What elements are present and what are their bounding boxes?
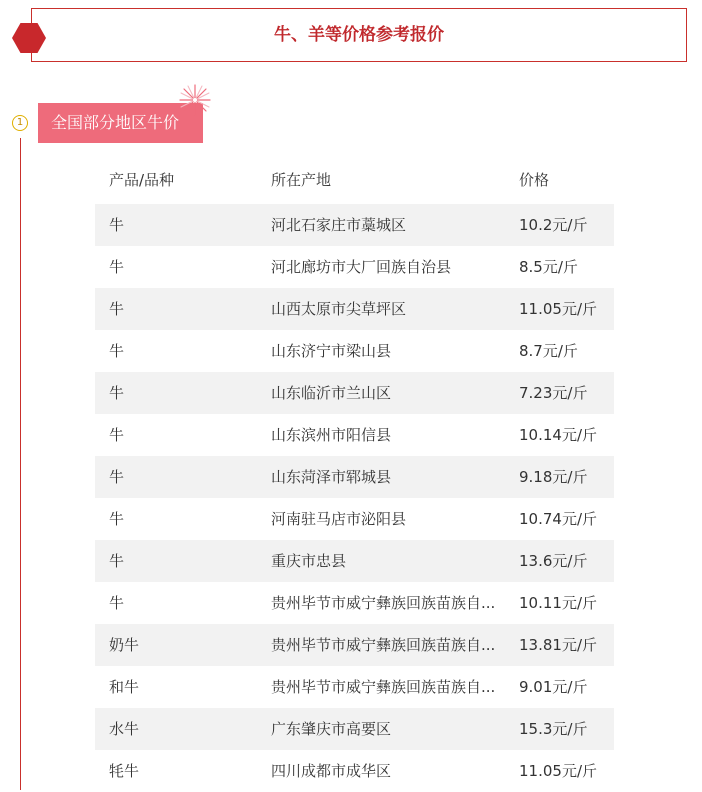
table-row — [95, 582, 614, 624]
cell-price: 11.05元/斤 — [519, 762, 597, 780]
firework-icon — [177, 82, 213, 118]
cell-origin: 贵州毕节市威宁彝族回族苗族自... — [271, 678, 496, 696]
cell-product: 奶牛 — [109, 636, 140, 654]
table-row — [95, 288, 614, 330]
cell-origin: 河南驻马店市泌阳县 — [271, 510, 407, 528]
cell-product: 牛 — [109, 300, 125, 318]
cell-origin: 河北石家庄市藁城区 — [271, 216, 407, 234]
column-header-product: 产品/品种 — [109, 171, 175, 189]
cell-origin: 重庆市忠县 — [271, 552, 347, 570]
cell-origin: 山东临沂市兰山区 — [271, 384, 392, 402]
price-table — [95, 160, 614, 792]
cell-product: 牛 — [109, 510, 125, 528]
column-header-origin: 所在产地 — [271, 171, 332, 189]
cell-origin: 山东菏泽市郓城县 — [271, 468, 392, 486]
table-header-row — [95, 160, 614, 204]
cell-price: 11.05元/斤 — [519, 300, 597, 318]
table-row — [95, 624, 614, 666]
cell-price: 10.2元/斤 — [519, 216, 588, 234]
cell-origin: 山东滨州市阳信县 — [271, 426, 392, 444]
step-number-badge: 1 — [12, 115, 28, 131]
cell-price: 10.14元/斤 — [519, 426, 597, 444]
cell-origin: 贵州毕节市威宁彝族回族苗族自... — [271, 636, 496, 654]
cell-price: 10.11元/斤 — [519, 594, 597, 612]
cell-product: 牛 — [109, 468, 125, 486]
title-box — [31, 8, 687, 62]
cell-origin: 四川成都市成华区 — [271, 762, 392, 780]
cell-price: 8.7元/斤 — [519, 342, 578, 360]
table-row — [95, 372, 614, 414]
table-row — [95, 246, 614, 288]
table-row — [95, 540, 614, 582]
column-header-price: 价格 — [519, 171, 550, 189]
cell-product: 牛 — [109, 384, 125, 402]
cell-price: 9.18元/斤 — [519, 468, 588, 486]
page-title: 牛、羊等价格参考报价 — [274, 25, 444, 45]
table-row — [95, 666, 614, 708]
cell-price: 8.5元/斤 — [519, 258, 578, 276]
table-row — [95, 456, 614, 498]
cell-product: 和牛 — [109, 678, 140, 696]
cell-price: 7.23元/斤 — [519, 384, 588, 402]
cell-origin: 河北廊坊市大厂回族自治县 — [271, 258, 452, 276]
cell-product: 牛 — [109, 426, 125, 444]
table-row — [95, 330, 614, 372]
cell-origin: 山东济宁市梁山县 — [271, 342, 392, 360]
table-row — [95, 414, 614, 456]
cell-product: 水牛 — [109, 720, 140, 738]
table-row — [95, 750, 614, 792]
cell-origin: 广东肇庆市高要区 — [271, 720, 392, 738]
cell-product: 牛 — [109, 258, 125, 276]
cell-product: 牛 — [109, 552, 125, 570]
cell-product: 牛 — [109, 342, 125, 360]
cell-price: 10.74元/斤 — [519, 510, 597, 528]
cell-price: 15.3元/斤 — [519, 720, 588, 738]
cell-product: 牛 — [109, 594, 125, 612]
table-row — [95, 498, 614, 540]
timeline-line — [20, 138, 21, 790]
table-row — [95, 204, 614, 246]
cell-price: 13.81元/斤 — [519, 636, 597, 654]
cell-price: 9.01元/斤 — [519, 678, 588, 696]
cell-product: 牛 — [109, 216, 125, 234]
cell-origin: 贵州毕节市威宁彝族回族苗族自... — [271, 594, 496, 612]
cell-product: 牦牛 — [109, 762, 140, 780]
cell-price: 13.6元/斤 — [519, 552, 588, 570]
section-heading: 全国部分地区牛价 — [38, 103, 203, 143]
cell-origin: 山西太原市尖草坪区 — [271, 300, 407, 318]
table-row — [95, 708, 614, 750]
